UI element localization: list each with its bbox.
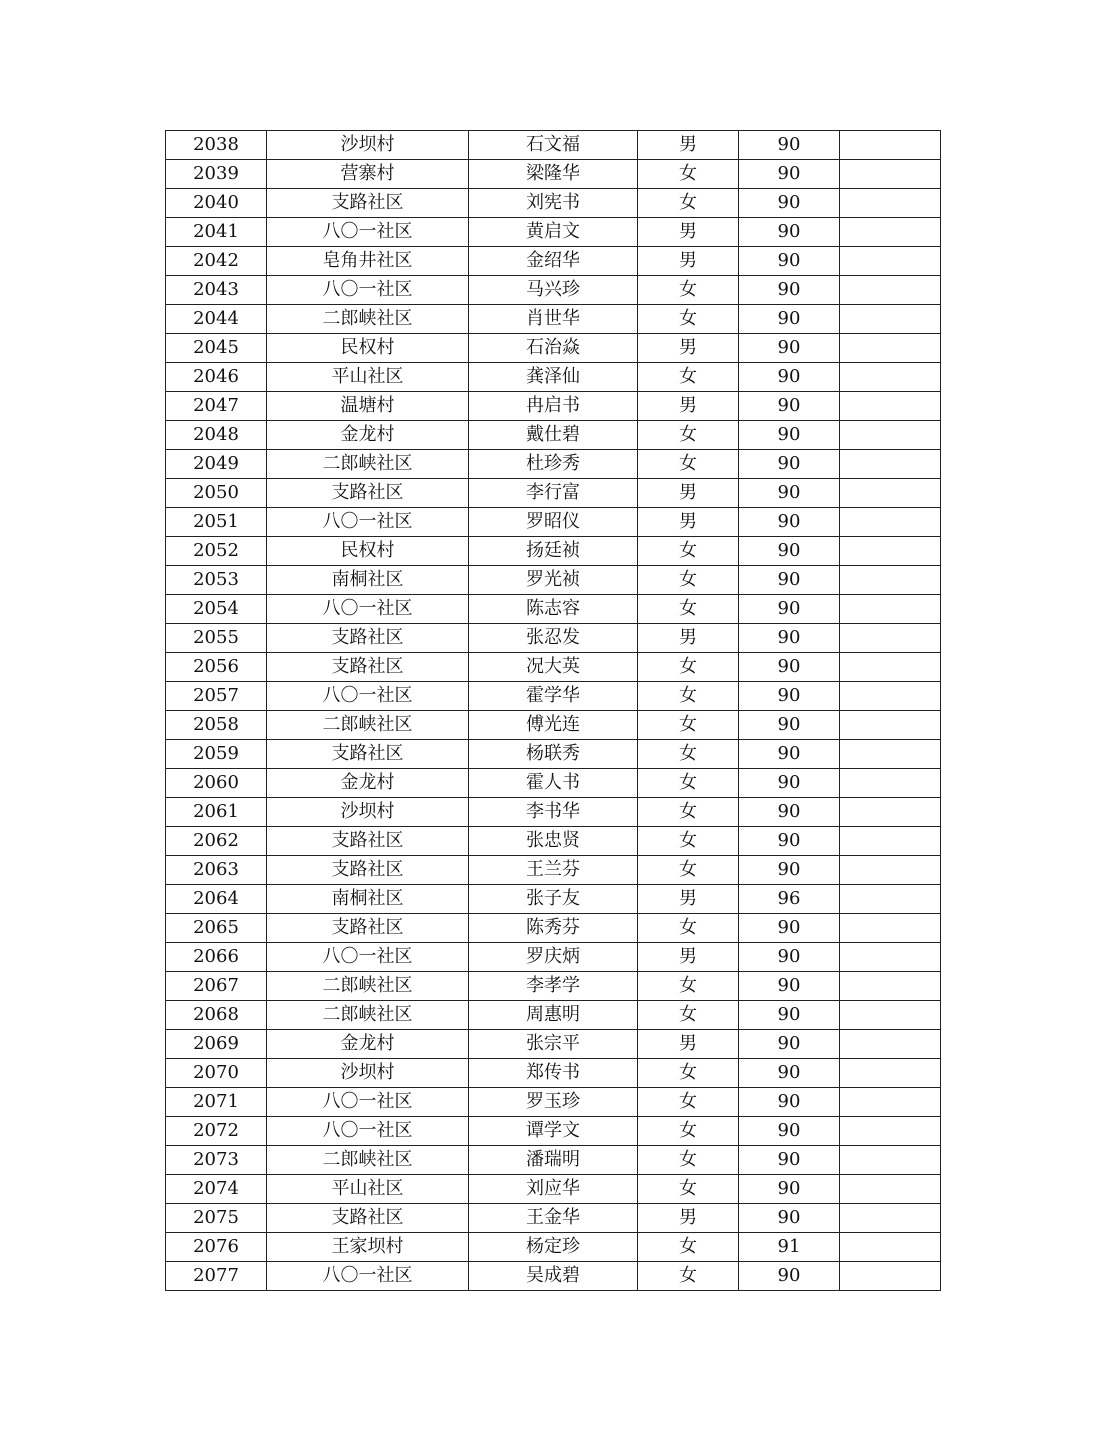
- serial-number-cell: 2063: [166, 856, 267, 885]
- table-row: [166, 682, 941, 711]
- village-cell: 平山社区: [267, 363, 469, 392]
- age-cell: 90: [739, 189, 840, 218]
- name-cell: 梁隆华: [469, 160, 638, 189]
- table-row: [166, 247, 941, 276]
- age-cell: 90: [739, 276, 840, 305]
- remark-cell: [840, 711, 941, 740]
- age-cell: 90: [739, 653, 840, 682]
- village-cell: 八〇一社区: [267, 595, 469, 624]
- village-cell: 营寨村: [267, 160, 469, 189]
- sex-cell: 女: [638, 537, 739, 566]
- serial-number-cell: 2062: [166, 827, 267, 856]
- remark-cell: [840, 914, 941, 943]
- sex-cell: 女: [638, 827, 739, 856]
- name-cell: 谭学文: [469, 1117, 638, 1146]
- name-cell: 张忠贤: [469, 827, 638, 856]
- sex-cell: 女: [638, 914, 739, 943]
- village-cell: 八〇一社区: [267, 218, 469, 247]
- age-cell: 90: [739, 914, 840, 943]
- remark-cell: [840, 1059, 941, 1088]
- sex-cell: 女: [638, 1088, 739, 1117]
- table-row: [166, 769, 941, 798]
- name-cell: 张宗平: [469, 1030, 638, 1059]
- remark-cell: [840, 537, 941, 566]
- name-cell: 霍人书: [469, 769, 638, 798]
- sex-cell: 女: [638, 1233, 739, 1262]
- name-cell: 龚泽仙: [469, 363, 638, 392]
- serial-number-cell: 2064: [166, 885, 267, 914]
- remark-cell: [840, 1030, 941, 1059]
- village-cell: 支路社区: [267, 624, 469, 653]
- serial-number-cell: 2072: [166, 1117, 267, 1146]
- roster-table: [165, 130, 941, 1291]
- sex-cell: 男: [638, 247, 739, 276]
- village-cell: 支路社区: [267, 479, 469, 508]
- sex-cell: 女: [638, 305, 739, 334]
- village-cell: 支路社区: [267, 653, 469, 682]
- name-cell: 潘瑞明: [469, 1146, 638, 1175]
- table-row: [166, 798, 941, 827]
- table-row: [166, 537, 941, 566]
- serial-number-cell: 2055: [166, 624, 267, 653]
- village-cell: 支路社区: [267, 827, 469, 856]
- table-row: [166, 1146, 941, 1175]
- table-row: [166, 218, 941, 247]
- remark-cell: [840, 189, 941, 218]
- serial-number-cell: 2044: [166, 305, 267, 334]
- name-cell: 李孝学: [469, 972, 638, 1001]
- village-cell: 南桐社区: [267, 566, 469, 595]
- village-cell: 金龙村: [267, 421, 469, 450]
- name-cell: 冉启书: [469, 392, 638, 421]
- age-cell: 96: [739, 885, 840, 914]
- sex-cell: 男: [638, 218, 739, 247]
- village-cell: 二郎峡社区: [267, 450, 469, 479]
- table-row: [166, 160, 941, 189]
- remark-cell: [840, 1233, 941, 1262]
- village-cell: 二郎峡社区: [267, 1146, 469, 1175]
- name-cell: 金绍华: [469, 247, 638, 276]
- remark-cell: [840, 508, 941, 537]
- table-row: [166, 943, 941, 972]
- serial-number-cell: 2043: [166, 276, 267, 305]
- table-row: [166, 421, 941, 450]
- serial-number-cell: 2051: [166, 508, 267, 537]
- remark-cell: [840, 595, 941, 624]
- name-cell: 石文福: [469, 131, 638, 160]
- serial-number-cell: 2048: [166, 421, 267, 450]
- remark-cell: [840, 334, 941, 363]
- sex-cell: 女: [638, 682, 739, 711]
- sex-cell: 男: [638, 392, 739, 421]
- table-row: [166, 1059, 941, 1088]
- serial-number-cell: 2038: [166, 131, 267, 160]
- table-row: [166, 885, 941, 914]
- sex-cell: 男: [638, 943, 739, 972]
- village-cell: 二郎峡社区: [267, 1001, 469, 1030]
- serial-number-cell: 2050: [166, 479, 267, 508]
- sex-cell: 女: [638, 1117, 739, 1146]
- village-cell: 民权村: [267, 334, 469, 363]
- table-row: [166, 1001, 941, 1030]
- remark-cell: [840, 943, 941, 972]
- table-row: [166, 479, 941, 508]
- village-cell: 八〇一社区: [267, 943, 469, 972]
- remark-cell: [840, 305, 941, 334]
- sex-cell: 女: [638, 363, 739, 392]
- table-row: [166, 914, 941, 943]
- name-cell: 李书华: [469, 798, 638, 827]
- name-cell: 马兴珍: [469, 276, 638, 305]
- village-cell: 王家坝村: [267, 1233, 469, 1262]
- sex-cell: 男: [638, 624, 739, 653]
- remark-cell: [840, 740, 941, 769]
- remark-cell: [840, 566, 941, 595]
- sex-cell: 女: [638, 1059, 739, 1088]
- table-row: [166, 740, 941, 769]
- remark-cell: [840, 392, 941, 421]
- name-cell: 杜珍秀: [469, 450, 638, 479]
- village-cell: 八〇一社区: [267, 276, 469, 305]
- age-cell: 90: [739, 334, 840, 363]
- table-row: [166, 189, 941, 218]
- sex-cell: 男: [638, 1204, 739, 1233]
- table-row: [166, 1262, 941, 1291]
- village-cell: 支路社区: [267, 914, 469, 943]
- age-cell: 90: [739, 943, 840, 972]
- serial-number-cell: 2047: [166, 392, 267, 421]
- sex-cell: 女: [638, 276, 739, 305]
- village-cell: 金龙村: [267, 1030, 469, 1059]
- table-row: [166, 566, 941, 595]
- serial-number-cell: 2071: [166, 1088, 267, 1117]
- remark-cell: [840, 160, 941, 189]
- village-cell: 沙坝村: [267, 1059, 469, 1088]
- table-row: [166, 1117, 941, 1146]
- age-cell: 90: [739, 305, 840, 334]
- table-row: [166, 972, 941, 1001]
- serial-number-cell: 2052: [166, 537, 267, 566]
- serial-number-cell: 2049: [166, 450, 267, 479]
- name-cell: 黄启文: [469, 218, 638, 247]
- age-cell: 90: [739, 595, 840, 624]
- serial-number-cell: 2074: [166, 1175, 267, 1204]
- village-cell: 二郎峡社区: [267, 305, 469, 334]
- serial-number-cell: 2060: [166, 769, 267, 798]
- age-cell: 90: [739, 1175, 840, 1204]
- remark-cell: [840, 1001, 941, 1030]
- sex-cell: 女: [638, 1262, 739, 1291]
- serial-number-cell: 2073: [166, 1146, 267, 1175]
- remark-cell: [840, 1146, 941, 1175]
- serial-number-cell: 2066: [166, 943, 267, 972]
- sex-cell: 女: [638, 189, 739, 218]
- age-cell: 90: [739, 247, 840, 276]
- age-cell: 90: [739, 450, 840, 479]
- sex-cell: 女: [638, 1001, 739, 1030]
- remark-cell: [840, 972, 941, 1001]
- serial-number-cell: 2065: [166, 914, 267, 943]
- name-cell: 戴仕碧: [469, 421, 638, 450]
- remark-cell: [840, 218, 941, 247]
- name-cell: 霍学华: [469, 682, 638, 711]
- age-cell: 90: [739, 537, 840, 566]
- remark-cell: [840, 247, 941, 276]
- age-cell: 90: [739, 1088, 840, 1117]
- age-cell: 90: [739, 1001, 840, 1030]
- age-cell: 90: [739, 1059, 840, 1088]
- serial-number-cell: 2068: [166, 1001, 267, 1030]
- village-cell: 沙坝村: [267, 131, 469, 160]
- remark-cell: [840, 798, 941, 827]
- remark-cell: [840, 624, 941, 653]
- village-cell: 八〇一社区: [267, 1117, 469, 1146]
- age-cell: 90: [739, 1146, 840, 1175]
- remark-cell: [840, 131, 941, 160]
- name-cell: 张子友: [469, 885, 638, 914]
- table-row: [166, 624, 941, 653]
- name-cell: 杨联秀: [469, 740, 638, 769]
- village-cell: 支路社区: [267, 740, 469, 769]
- age-cell: 90: [739, 392, 840, 421]
- remark-cell: [840, 769, 941, 798]
- table-row: [166, 131, 941, 160]
- roster-body: [166, 131, 941, 1291]
- age-cell: 90: [739, 218, 840, 247]
- age-cell: 90: [739, 1030, 840, 1059]
- age-cell: 90: [739, 508, 840, 537]
- serial-number-cell: 2069: [166, 1030, 267, 1059]
- name-cell: 罗昭仪: [469, 508, 638, 537]
- remark-cell: [840, 1262, 941, 1291]
- serial-number-cell: 2053: [166, 566, 267, 595]
- table-row: [166, 595, 941, 624]
- table-row: [166, 1204, 941, 1233]
- table-row: [166, 334, 941, 363]
- sex-cell: 女: [638, 711, 739, 740]
- sex-cell: 女: [638, 421, 739, 450]
- sex-cell: 女: [638, 595, 739, 624]
- remark-cell: [840, 1204, 941, 1233]
- table-row: [166, 392, 941, 421]
- sex-cell: 女: [638, 972, 739, 1001]
- village-cell: 皂角井社区: [267, 247, 469, 276]
- name-cell: 罗光祯: [469, 566, 638, 595]
- name-cell: 吴成碧: [469, 1262, 638, 1291]
- sex-cell: 女: [638, 1175, 739, 1204]
- table-row: [166, 856, 941, 885]
- serial-number-cell: 2067: [166, 972, 267, 1001]
- table-row: [166, 1233, 941, 1262]
- serial-number-cell: 2061: [166, 798, 267, 827]
- name-cell: 扬廷祯: [469, 537, 638, 566]
- table-row: [166, 508, 941, 537]
- serial-number-cell: 2076: [166, 1233, 267, 1262]
- name-cell: 陈秀芬: [469, 914, 638, 943]
- village-cell: 支路社区: [267, 1204, 469, 1233]
- remark-cell: [840, 276, 941, 305]
- sex-cell: 女: [638, 160, 739, 189]
- sex-cell: 男: [638, 334, 739, 363]
- age-cell: 90: [739, 624, 840, 653]
- village-cell: 金龙村: [267, 769, 469, 798]
- sex-cell: 女: [638, 856, 739, 885]
- age-cell: 91: [739, 1233, 840, 1262]
- age-cell: 90: [739, 421, 840, 450]
- table-row: [166, 827, 941, 856]
- serial-number-cell: 2054: [166, 595, 267, 624]
- village-cell: 支路社区: [267, 856, 469, 885]
- age-cell: 90: [739, 827, 840, 856]
- name-cell: 李行富: [469, 479, 638, 508]
- remark-cell: [840, 421, 941, 450]
- serial-number-cell: 2039: [166, 160, 267, 189]
- sex-cell: 女: [638, 740, 739, 769]
- village-cell: 八〇一社区: [267, 508, 469, 537]
- sex-cell: 男: [638, 508, 739, 537]
- age-cell: 90: [739, 798, 840, 827]
- serial-number-cell: 2040: [166, 189, 267, 218]
- table-row: [166, 711, 941, 740]
- age-cell: 90: [739, 566, 840, 595]
- village-cell: 温塘村: [267, 392, 469, 421]
- table-row: [166, 363, 941, 392]
- name-cell: 刘宪书: [469, 189, 638, 218]
- name-cell: 傅光连: [469, 711, 638, 740]
- age-cell: 90: [739, 1262, 840, 1291]
- table-row: [166, 450, 941, 479]
- age-cell: 90: [739, 740, 840, 769]
- name-cell: 罗庆炳: [469, 943, 638, 972]
- village-cell: 支路社区: [267, 189, 469, 218]
- remark-cell: [840, 653, 941, 682]
- age-cell: 90: [739, 769, 840, 798]
- name-cell: 郑传书: [469, 1059, 638, 1088]
- name-cell: 罗玉珍: [469, 1088, 638, 1117]
- serial-number-cell: 2059: [166, 740, 267, 769]
- sex-cell: 女: [638, 1146, 739, 1175]
- sex-cell: 女: [638, 566, 739, 595]
- name-cell: 刘应华: [469, 1175, 638, 1204]
- table-row: [166, 1088, 941, 1117]
- remark-cell: [840, 885, 941, 914]
- serial-number-cell: 2075: [166, 1204, 267, 1233]
- age-cell: 90: [739, 682, 840, 711]
- remark-cell: [840, 827, 941, 856]
- sex-cell: 男: [638, 1030, 739, 1059]
- village-cell: 八〇一社区: [267, 682, 469, 711]
- serial-number-cell: 2046: [166, 363, 267, 392]
- sex-cell: 女: [638, 653, 739, 682]
- village-cell: 八〇一社区: [267, 1088, 469, 1117]
- serial-number-cell: 2056: [166, 653, 267, 682]
- name-cell: 杨定珍: [469, 1233, 638, 1262]
- table-row: [166, 276, 941, 305]
- age-cell: 90: [739, 711, 840, 740]
- sex-cell: 男: [638, 885, 739, 914]
- age-cell: 90: [739, 972, 840, 1001]
- sex-cell: 男: [638, 479, 739, 508]
- sex-cell: 男: [638, 131, 739, 160]
- village-cell: 民权村: [267, 537, 469, 566]
- name-cell: 王兰芬: [469, 856, 638, 885]
- name-cell: 况大英: [469, 653, 638, 682]
- age-cell: 90: [739, 1117, 840, 1146]
- name-cell: 周惠明: [469, 1001, 638, 1030]
- serial-number-cell: 2057: [166, 682, 267, 711]
- age-cell: 90: [739, 1204, 840, 1233]
- serial-number-cell: 2070: [166, 1059, 267, 1088]
- table-row: [166, 305, 941, 334]
- sex-cell: 女: [638, 798, 739, 827]
- remark-cell: [840, 1117, 941, 1146]
- age-cell: 90: [739, 160, 840, 189]
- name-cell: 张忍发: [469, 624, 638, 653]
- serial-number-cell: 2058: [166, 711, 267, 740]
- village-cell: 二郎峡社区: [267, 711, 469, 740]
- remark-cell: [840, 363, 941, 392]
- sex-cell: 女: [638, 769, 739, 798]
- name-cell: 石治焱: [469, 334, 638, 363]
- name-cell: 王金华: [469, 1204, 638, 1233]
- table-row: [166, 1030, 941, 1059]
- age-cell: 90: [739, 131, 840, 160]
- remark-cell: [840, 479, 941, 508]
- serial-number-cell: 2041: [166, 218, 267, 247]
- remark-cell: [840, 682, 941, 711]
- village-cell: 平山社区: [267, 1175, 469, 1204]
- age-cell: 90: [739, 856, 840, 885]
- table-row: [166, 1175, 941, 1204]
- name-cell: 陈志容: [469, 595, 638, 624]
- name-cell: 肖世华: [469, 305, 638, 334]
- age-cell: 90: [739, 479, 840, 508]
- sex-cell: 女: [638, 450, 739, 479]
- village-cell: 南桐社区: [267, 885, 469, 914]
- serial-number-cell: 2042: [166, 247, 267, 276]
- village-cell: 沙坝村: [267, 798, 469, 827]
- village-cell: 二郎峡社区: [267, 972, 469, 1001]
- village-cell: 八〇一社区: [267, 1262, 469, 1291]
- remark-cell: [840, 856, 941, 885]
- remark-cell: [840, 1088, 941, 1117]
- serial-number-cell: 2045: [166, 334, 267, 363]
- serial-number-cell: 2077: [166, 1262, 267, 1291]
- age-cell: 90: [739, 363, 840, 392]
- remark-cell: [840, 1175, 941, 1204]
- table-row: [166, 653, 941, 682]
- remark-cell: [840, 450, 941, 479]
